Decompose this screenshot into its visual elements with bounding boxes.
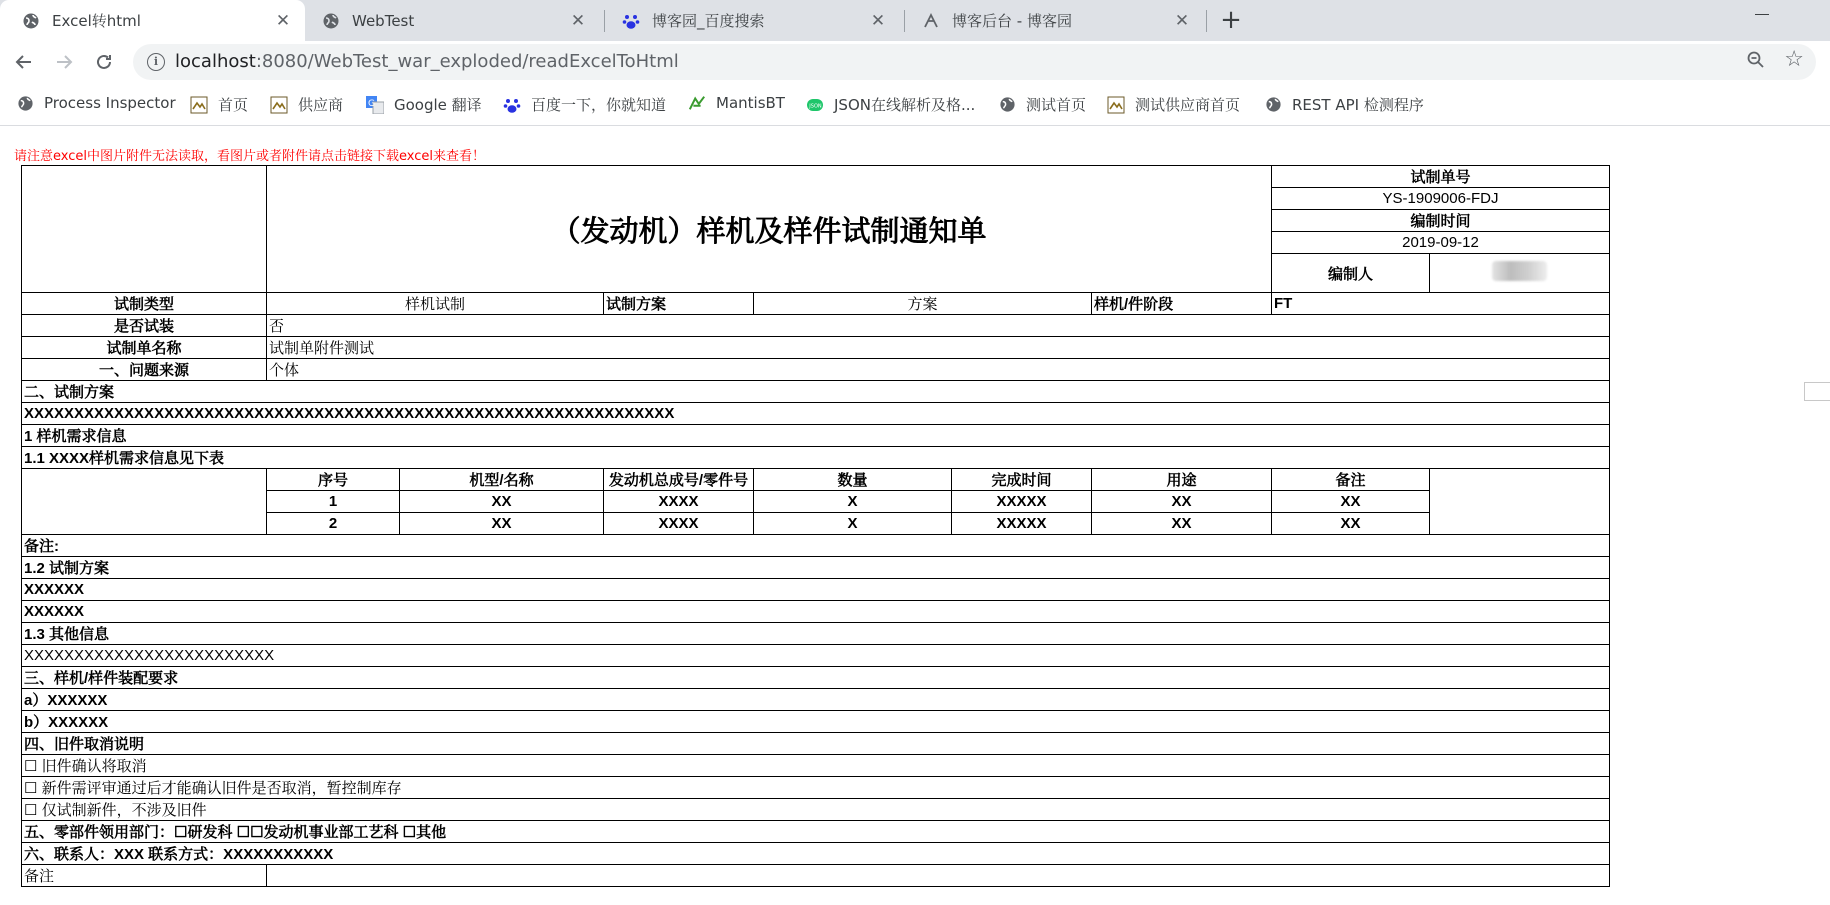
section-1-3-heading: 1.3 其他信息	[22, 623, 1610, 645]
stage-label: 样机/件阶段	[1092, 293, 1272, 315]
bookmark-home[interactable]	[190, 94, 248, 115]
section-1-1-heading: 1.1 XXXX样机需求信息见下表	[22, 447, 1610, 469]
bookmark-label: Process Inspector	[44, 94, 176, 112]
bookmark-label: 首页	[218, 96, 249, 114]
back-button[interactable]	[9, 47, 39, 77]
close-icon[interactable]: ✕	[870, 10, 886, 31]
table-cell: XX	[1272, 491, 1430, 513]
section-2-text: XXXXXXXXXXXXXXXXXXXXXXXXXXXXXXXXXXXXXXXXXXXXXXXXXXXXXXXXXXXXXXXXX	[22, 403, 1610, 425]
section-4-heading: 四、旧件取消说明	[22, 733, 1610, 755]
section-6-heading: 六、联系人：XXX 联系方式：XXXXXXXXXXX	[22, 843, 1610, 865]
table-cell: 2	[267, 513, 400, 535]
table-cell: X	[754, 513, 952, 535]
section-3-heading: 三、样机/样件装配要求	[22, 667, 1610, 689]
section-1-2-line: XXXXXX	[22, 579, 1610, 601]
reload-icon	[94, 52, 114, 72]
bookmark-baidu[interactable]	[503, 94, 666, 115]
section-2-heading: 二、试制方案	[22, 381, 1610, 403]
section-4-option: ☐ 新件需评审通过后才能确认旧件是否取消，暂控制库存	[22, 777, 1610, 799]
order-name-value: 试制单附件测试	[267, 337, 1610, 359]
sub-header: 发动机总成号/零件号	[604, 469, 754, 491]
section-5-heading: 五、零部件领用部门：☐研发科 ☐☐发动机事业部工艺科 ☐其他	[22, 821, 1610, 843]
table-cell: 1	[267, 491, 400, 513]
reload-button[interactable]	[89, 47, 119, 77]
sub-header: 数量	[754, 469, 952, 491]
table-cell: X	[754, 491, 952, 513]
bookmark-test-home[interactable]	[998, 94, 1086, 115]
close-icon[interactable]: ✕	[275, 10, 291, 31]
section-4-option: ☐ 旧件确认将取消	[22, 755, 1610, 777]
table-cell: XXXX	[604, 491, 754, 513]
globe-icon	[22, 12, 40, 30]
compiler-label: 编制人	[1272, 254, 1430, 293]
url-host: localhost	[175, 51, 256, 72]
table-cell: XXXX	[604, 513, 754, 535]
bookmark-label: JSON在线解析及格...	[834, 96, 976, 114]
table-cell: XX	[1092, 491, 1272, 513]
bookmark-process-inspector[interactable]	[16, 94, 176, 112]
compile-time-value: 2019-09-12	[1272, 232, 1610, 254]
section-1-heading: 1 样机需求信息	[22, 425, 1610, 447]
close-icon[interactable]: ✕	[570, 10, 586, 31]
zoom-icon[interactable]	[1746, 50, 1766, 75]
sub-header: 用途	[1092, 469, 1272, 491]
order-no-label: 试制单号	[1272, 166, 1610, 188]
tab-excel-to-html[interactable]	[0, 0, 305, 41]
stage-value: FT	[1272, 293, 1610, 315]
notice-form-table	[21, 165, 1610, 887]
bookmarks-bar	[0, 83, 1830, 126]
bookmark-google-translate[interactable]	[366, 94, 482, 115]
bookmark-label: Google 翻译	[394, 96, 482, 114]
bookmark-mantisbt[interactable]	[688, 94, 785, 112]
trial-install-value: 否	[267, 315, 1610, 337]
bookmark-label: 测试供应商首页	[1135, 96, 1241, 114]
tab-cnblogs-admin[interactable]	[900, 0, 1204, 41]
globe-icon	[16, 94, 34, 112]
arrow-left-icon	[14, 52, 34, 72]
sub-table-spacer	[1430, 469, 1610, 535]
forward-button[interactable]	[49, 47, 79, 77]
page-icon	[1107, 96, 1125, 114]
source-value: 个体	[267, 359, 1610, 381]
url-text[interactable]	[175, 51, 679, 72]
compile-time-label: 编制时间	[1272, 210, 1610, 232]
bookmark-test-supplier-home[interactable]	[1107, 94, 1240, 115]
page-icon	[190, 96, 208, 114]
tab-label: WebTest	[352, 11, 415, 30]
remark-value	[267, 865, 1610, 887]
compiler-value	[1430, 254, 1610, 293]
order-name-label: 试制单名称	[22, 337, 267, 359]
bookmark-star-icon[interactable]: ☆	[1784, 47, 1804, 72]
page-icon	[270, 96, 288, 114]
sub-table-spacer	[22, 469, 267, 535]
tab-separator	[1206, 10, 1207, 32]
table-cell: XXXXX	[952, 491, 1092, 513]
table-cell: XX	[400, 513, 604, 535]
notice-text: 请注意excel中图片附件无法读取，看图片或者附件请点击链接下载excel来查看！	[14, 149, 485, 164]
section-4-option: ☐ 仅试制新件，不涉及旧件	[22, 799, 1610, 821]
logo-cell	[22, 166, 267, 293]
remark-label: 备注	[22, 865, 267, 887]
close-icon[interactable]: ✕	[1174, 10, 1190, 31]
table-cell: XX	[1092, 513, 1272, 535]
address-bar[interactable]	[133, 44, 1816, 80]
baidu-paw-icon	[622, 12, 640, 30]
globe-icon	[998, 96, 1016, 114]
new-tab-button[interactable]: +	[1220, 5, 1242, 35]
section-3-item: a）XXXXXX	[22, 689, 1610, 711]
table-cell: XXXXX	[952, 513, 1092, 535]
bookmark-supplier[interactable]	[270, 94, 343, 115]
type-label: 试制类型	[22, 293, 267, 315]
plan-value: 方案	[754, 293, 1092, 315]
bookmark-rest-api[interactable]	[1264, 94, 1424, 115]
tab-label: 博客后台 - 博客园	[952, 12, 1072, 30]
browser-toolbar	[0, 41, 1830, 83]
tab-baidu-search[interactable]	[600, 0, 900, 41]
sub-header: 备注	[1272, 469, 1430, 491]
section-1-2-line: XXXXXX	[22, 601, 1610, 623]
bookmark-json[interactable]	[806, 94, 975, 115]
google-translate-icon	[366, 96, 384, 114]
sub-header: 序号	[267, 469, 400, 491]
baidu-paw-icon	[503, 96, 521, 114]
bookmark-label: 百度一下，你就知道	[531, 96, 667, 114]
arrow-right-icon	[54, 52, 74, 72]
minimize-button[interactable]	[1755, 14, 1769, 15]
cnblogs-icon	[922, 12, 940, 30]
mantis-icon	[688, 94, 706, 112]
tab-label: 博客园_百度搜索	[652, 12, 765, 30]
type-value: 样机试制	[267, 293, 604, 315]
scroll-handle[interactable]	[1804, 382, 1830, 401]
sub-header: 完成时间	[952, 469, 1092, 491]
section-1-3-text: XXXXXXXXXXXXXXXXXXXXXXXXX	[22, 645, 1610, 667]
source-label: 一、问题来源	[22, 359, 267, 381]
tab-webtest[interactable]	[300, 0, 600, 41]
table-cell: XX	[1272, 513, 1430, 535]
section-3-item: b）XXXXXX	[22, 711, 1610, 733]
globe-icon	[1264, 96, 1282, 114]
url-path: :8080/WebTest_war_exploded/readExcelToHtml	[255, 51, 679, 72]
info-icon[interactable]: i	[147, 53, 165, 71]
section-1-2-heading: 1.2 试制方案	[22, 557, 1610, 579]
remark-heading: 备注:	[22, 535, 1610, 557]
bookmark-label: MantisBT	[716, 94, 785, 112]
bookmark-label: REST API 检测程序	[1292, 96, 1424, 114]
globe-icon	[322, 12, 340, 30]
table-cell: XX	[400, 491, 604, 513]
excel-sheet	[21, 165, 1610, 887]
plan-label: 试制方案	[604, 293, 754, 315]
order-no-value: YS-1909006-FDJ	[1272, 188, 1610, 210]
tab-strip	[0, 0, 1830, 41]
trial-install-label: 是否试装	[22, 315, 267, 337]
svg-text:JSON: JSON	[809, 103, 822, 109]
bookmark-label: 测试首页	[1026, 96, 1087, 114]
svg-text:G: G	[368, 98, 375, 109]
sub-header: 机型/名称	[400, 469, 604, 491]
form-title: （发动机）样机及样件试制通知单	[267, 166, 1272, 293]
blurred-name	[1492, 261, 1547, 281]
tab-label: Excel转html	[52, 12, 141, 30]
bookmark-label: 供应商	[298, 96, 344, 114]
json-icon	[806, 96, 824, 114]
